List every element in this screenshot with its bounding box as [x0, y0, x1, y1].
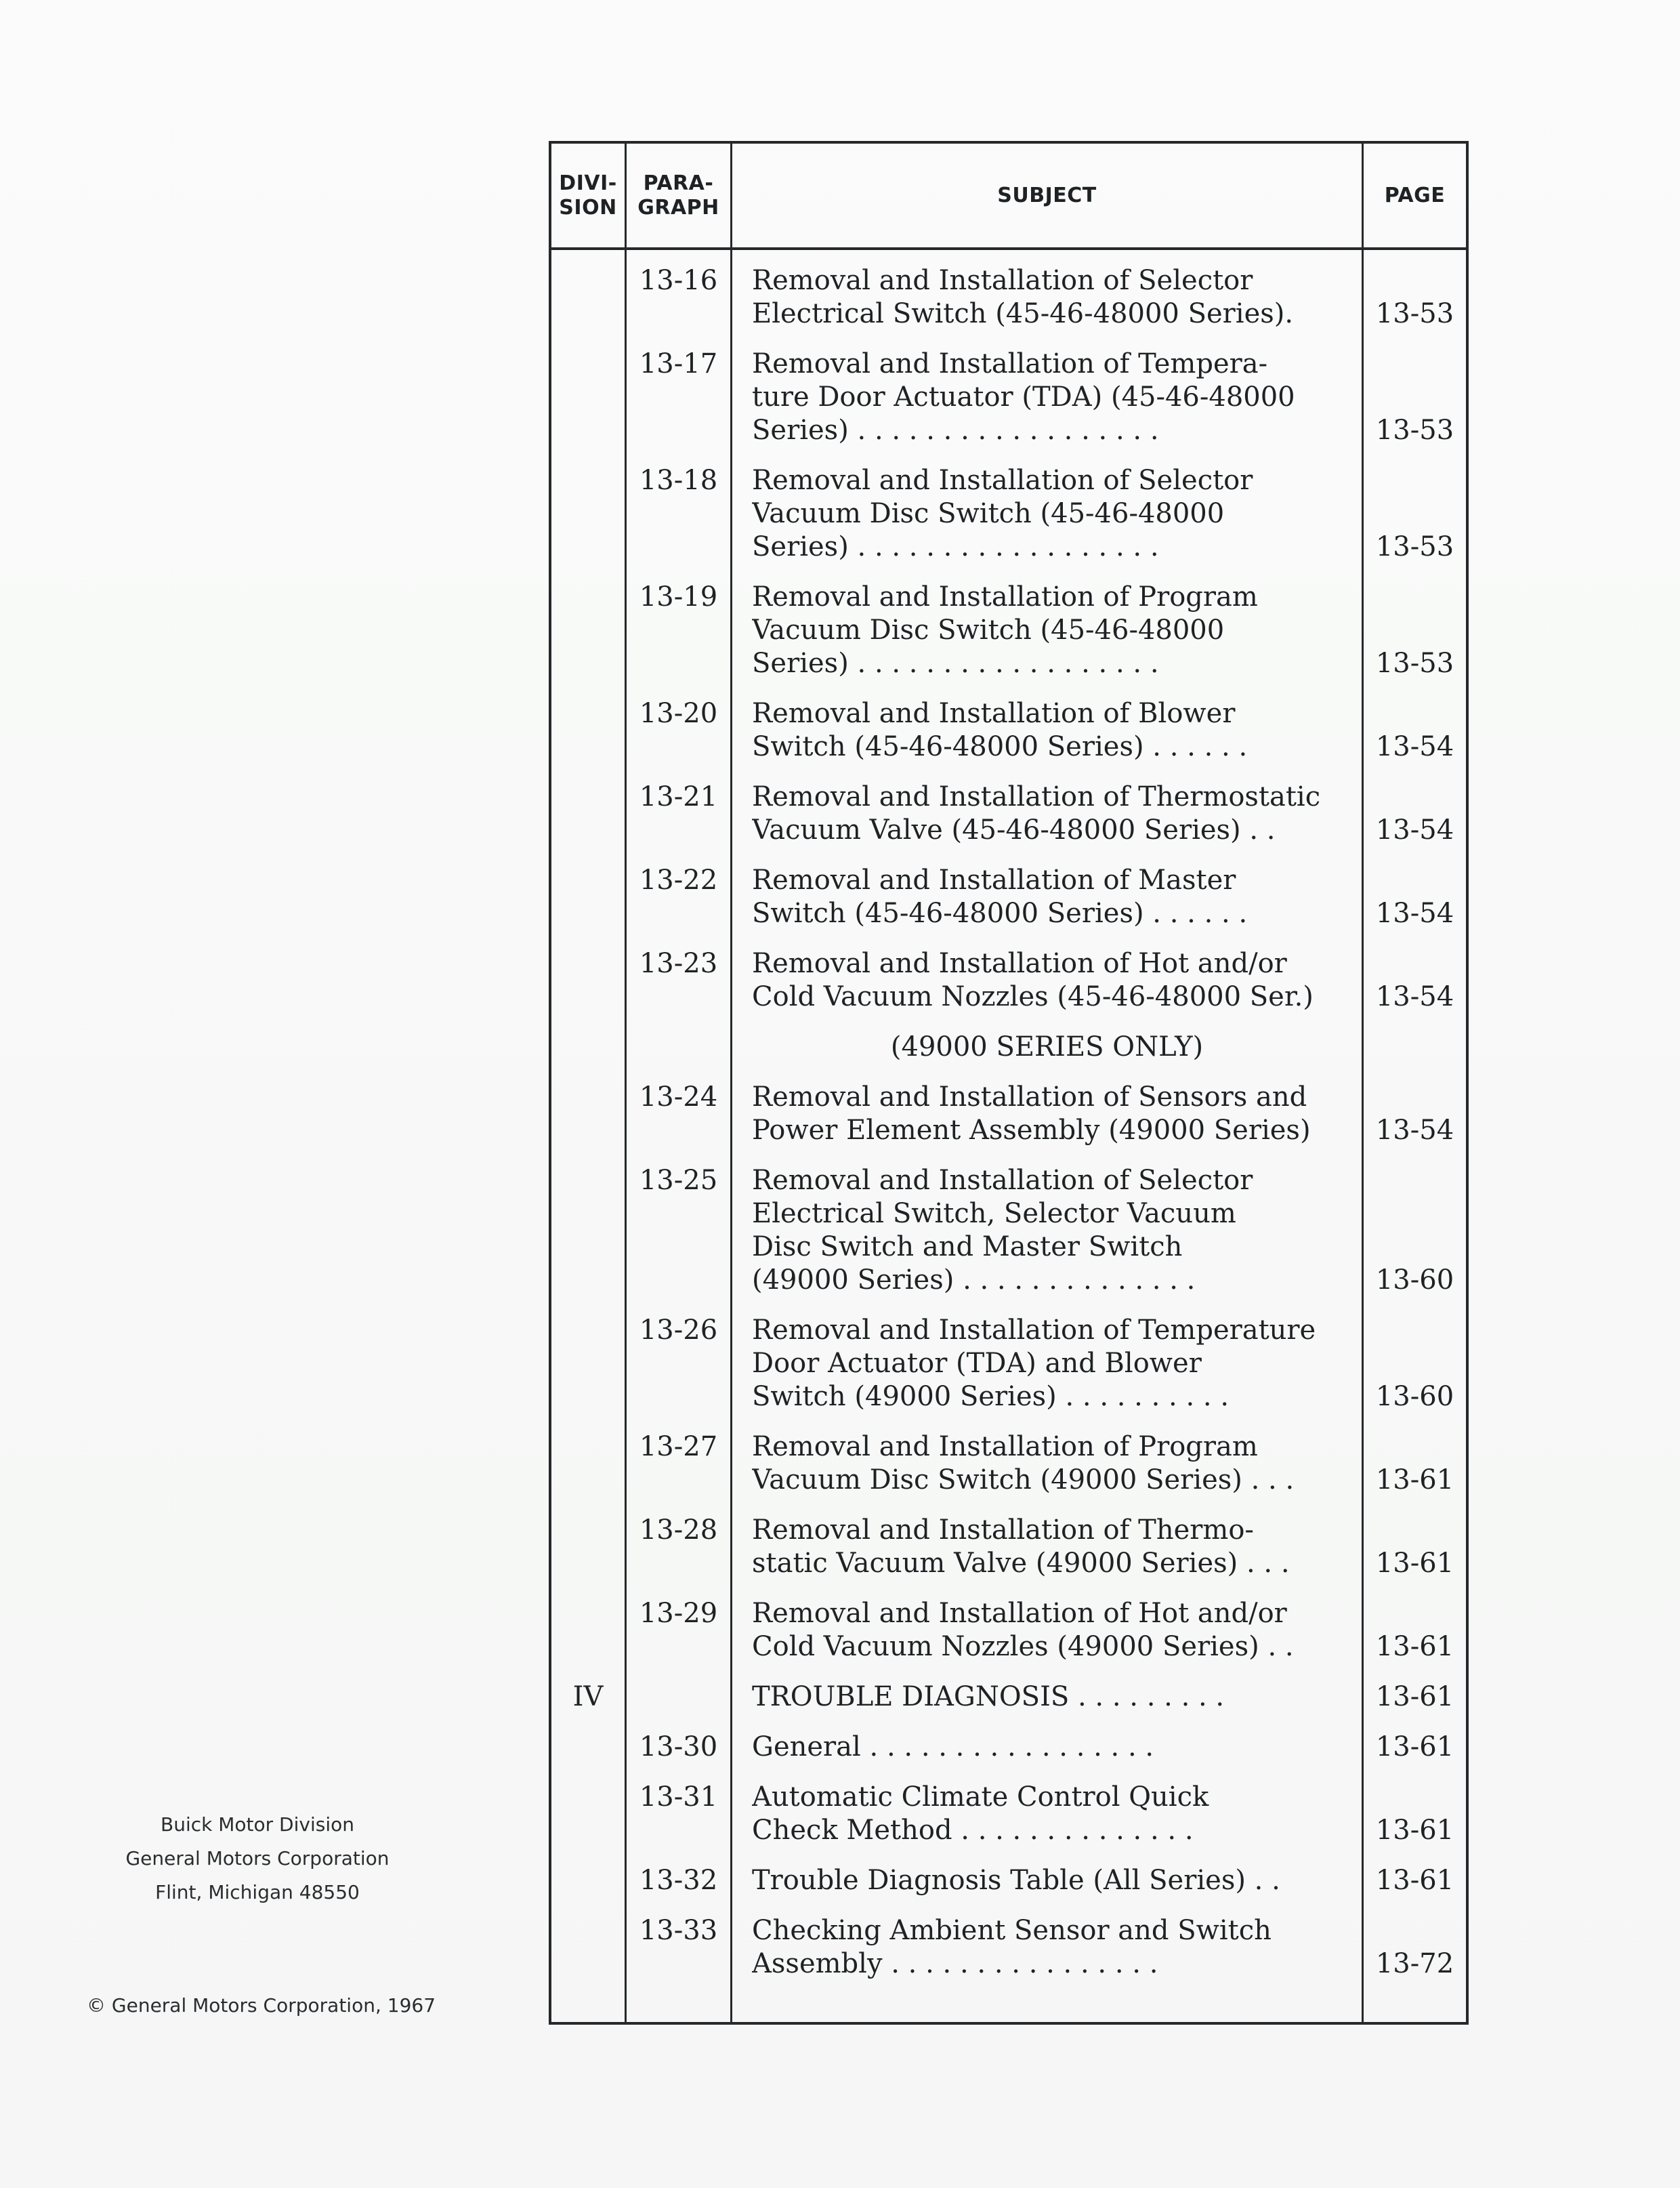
table-row — [551, 264, 1466, 331]
subject-cell: General . . . . . . . . . . . . . . . . . — [752, 1731, 1154, 1762]
subject-cell: Removal and Installation of Tempera- ture Door Actuator (TDA) (45-46-48000 Series) . . . . . . . . . . . . . . . . . . — [752, 348, 1295, 446]
paragraph-cell: 13-27 — [639, 1431, 718, 1462]
subject-cell: Removal and Installation of Program Vacuum Disc Switch (45-46-48000 Series) . . . . . . . . . . . . . . . . . . — [752, 581, 1258, 679]
subject-cell: TROUBLE DIAGNOSIS . . . . . . . . . — [752, 1681, 1225, 1712]
page-cell: 13-54 — [1375, 898, 1454, 929]
table-row — [551, 1680, 1466, 1714]
page-cell: 13-61 — [1375, 1548, 1454, 1579]
subject-cell: Trouble Diagnosis Table (All Series) . . — [752, 1865, 1280, 1896]
subject-cell: Removal and Installation of Thermo- static Vacuum Valve (49000 Series) . . . — [752, 1514, 1290, 1579]
page-cell: 13-54 — [1375, 814, 1454, 846]
subject-cell: Removal and Installation of Selector Electrical Switch (45-46-48000 Series). — [752, 265, 1294, 329]
header-divider — [551, 247, 1466, 250]
header-paragraph: PARA- GRAPH — [637, 171, 719, 220]
publisher-imprint — [108, 1808, 406, 1910]
paragraph-cell: 13-26 — [639, 1315, 718, 1346]
table-row — [551, 1031, 1466, 1064]
paragraph-cell: 13-23 — [639, 948, 718, 979]
subject-cell: Automatic Climate Control Quick Check Method . . . . . . . . . . . . . . — [752, 1781, 1209, 1846]
imprint-line: Buick Motor Division — [161, 1813, 354, 1836]
imprint-line: General Motors Corporation — [125, 1847, 390, 1870]
paragraph-cell: 13-33 — [639, 1915, 718, 1946]
paragraph-cell: 13-22 — [639, 865, 718, 896]
subject-cell: Removal and Installation of Thermostatic Vacuum Valve (45-46-48000 Series) . . — [752, 781, 1321, 846]
table-row — [551, 1597, 1466, 1664]
table-row — [551, 581, 1466, 680]
table-row — [551, 781, 1466, 847]
paragraph-cell: 13-25 — [639, 1165, 718, 1196]
page-cell: 13-61 — [1375, 1464, 1454, 1495]
page-cell: 13-53 — [1375, 298, 1454, 329]
table-row — [551, 1514, 1466, 1580]
subject-cell: Removal and Installation of Sensors and Power Element Assembly (49000 Series) — [752, 1081, 1311, 1146]
paragraph-cell: 13-30 — [639, 1731, 718, 1762]
paragraph-cell: 13-18 — [639, 465, 718, 496]
paragraph-cell: 13-17 — [639, 348, 718, 379]
paragraph-cell: 13-21 — [639, 781, 718, 812]
subject-cell: Removal and Installation of Selector Electrical Switch, Selector Vacuum Disc Switch and Master Switch (49000 Series) . . . . . . . . . . . . . . — [752, 1165, 1253, 1296]
table-row — [551, 947, 1466, 1014]
table-row — [551, 1314, 1466, 1413]
page-cell: 13-54 — [1375, 1115, 1454, 1146]
table-row — [551, 348, 1466, 447]
table-row — [551, 464, 1466, 564]
division-cell: IV — [572, 1681, 604, 1712]
subject-cell: Removal and Installation of Temperature Door Actuator (TDA) and Blower Switch (49000 Series) . . . . . . . . . . — [752, 1315, 1316, 1412]
paragraph-cell: 13-28 — [639, 1514, 718, 1546]
table-row — [551, 697, 1466, 764]
paragraph-cell: 13-29 — [639, 1598, 718, 1629]
page-cell: 13-54 — [1375, 731, 1454, 762]
table-row — [551, 1781, 1466, 1847]
table-row — [551, 1430, 1466, 1497]
page-cell: 13-53 — [1375, 415, 1454, 446]
subject-cell: Removal and Installation of Hot and/or Cold Vacuum Nozzles (49000 Series) . . — [752, 1598, 1294, 1662]
paragraph-cell: 13-19 — [639, 581, 718, 613]
subject-cell: Removal and Installation of Blower Switch (45-46-48000 Series) . . . . . . — [752, 698, 1248, 762]
paragraph-cell: 13-16 — [639, 265, 718, 296]
paragraph-cell: 13-20 — [639, 698, 718, 729]
copyright-notice: © General Motors Corporation, 1967 — [87, 1994, 436, 2017]
page-cell: 13-54 — [1375, 981, 1454, 1012]
subject-cell: Removal and Installation of Selector Vacuum Disc Switch (45-46-48000 Series) . . . . . . . . . . . . . . . . . . — [752, 465, 1253, 562]
page-cell: 13-61 — [1375, 1631, 1454, 1662]
table-row — [551, 1864, 1466, 1897]
table-row — [551, 1164, 1466, 1297]
table-row — [551, 1081, 1466, 1147]
subject-cell: Checking Ambient Sensor and Switch Assembly . . . . . . . . . . . . . . . . — [752, 1915, 1272, 1979]
page-cell: 13-61 — [1375, 1731, 1454, 1762]
page-cell: 13-72 — [1375, 1948, 1454, 1979]
contents-table — [549, 141, 1469, 2025]
header-division: DIVI- SION — [559, 171, 617, 220]
page-cell: 13-60 — [1375, 1264, 1454, 1296]
paragraph-cell: 13-32 — [639, 1865, 718, 1896]
table-row — [551, 864, 1466, 930]
page-cell: 13-60 — [1375, 1381, 1454, 1412]
subject-cell: Removal and Installation of Program Vacuum Disc Switch (49000 Series) . . . — [752, 1431, 1295, 1495]
subject-cell: (49000 SERIES ONLY) — [890, 1031, 1204, 1062]
subject-cell: Removal and Installation of Hot and/or Cold Vacuum Nozzles (45-46-48000 Ser.) — [752, 948, 1314, 1012]
subject-cell: Removal and Installation of Master Switch (45-46-48000 Series) . . . . . . — [752, 865, 1248, 929]
table-row — [551, 1731, 1466, 1764]
table-row — [551, 1914, 1466, 1981]
header-page: PAGE — [1384, 183, 1446, 207]
imprint-line: Flint, Michigan 48550 — [155, 1881, 360, 1903]
page-cell: 13-53 — [1375, 648, 1454, 679]
paragraph-cell: 13-31 — [639, 1781, 718, 1813]
header-subject: SUBJECT — [997, 183, 1097, 207]
page-cell: 13-61 — [1375, 1865, 1454, 1896]
page-cell: 13-61 — [1375, 1681, 1454, 1712]
paragraph-cell: 13-24 — [639, 1081, 718, 1113]
page-cell: 13-53 — [1375, 531, 1454, 562]
page-cell: 13-61 — [1375, 1815, 1454, 1846]
